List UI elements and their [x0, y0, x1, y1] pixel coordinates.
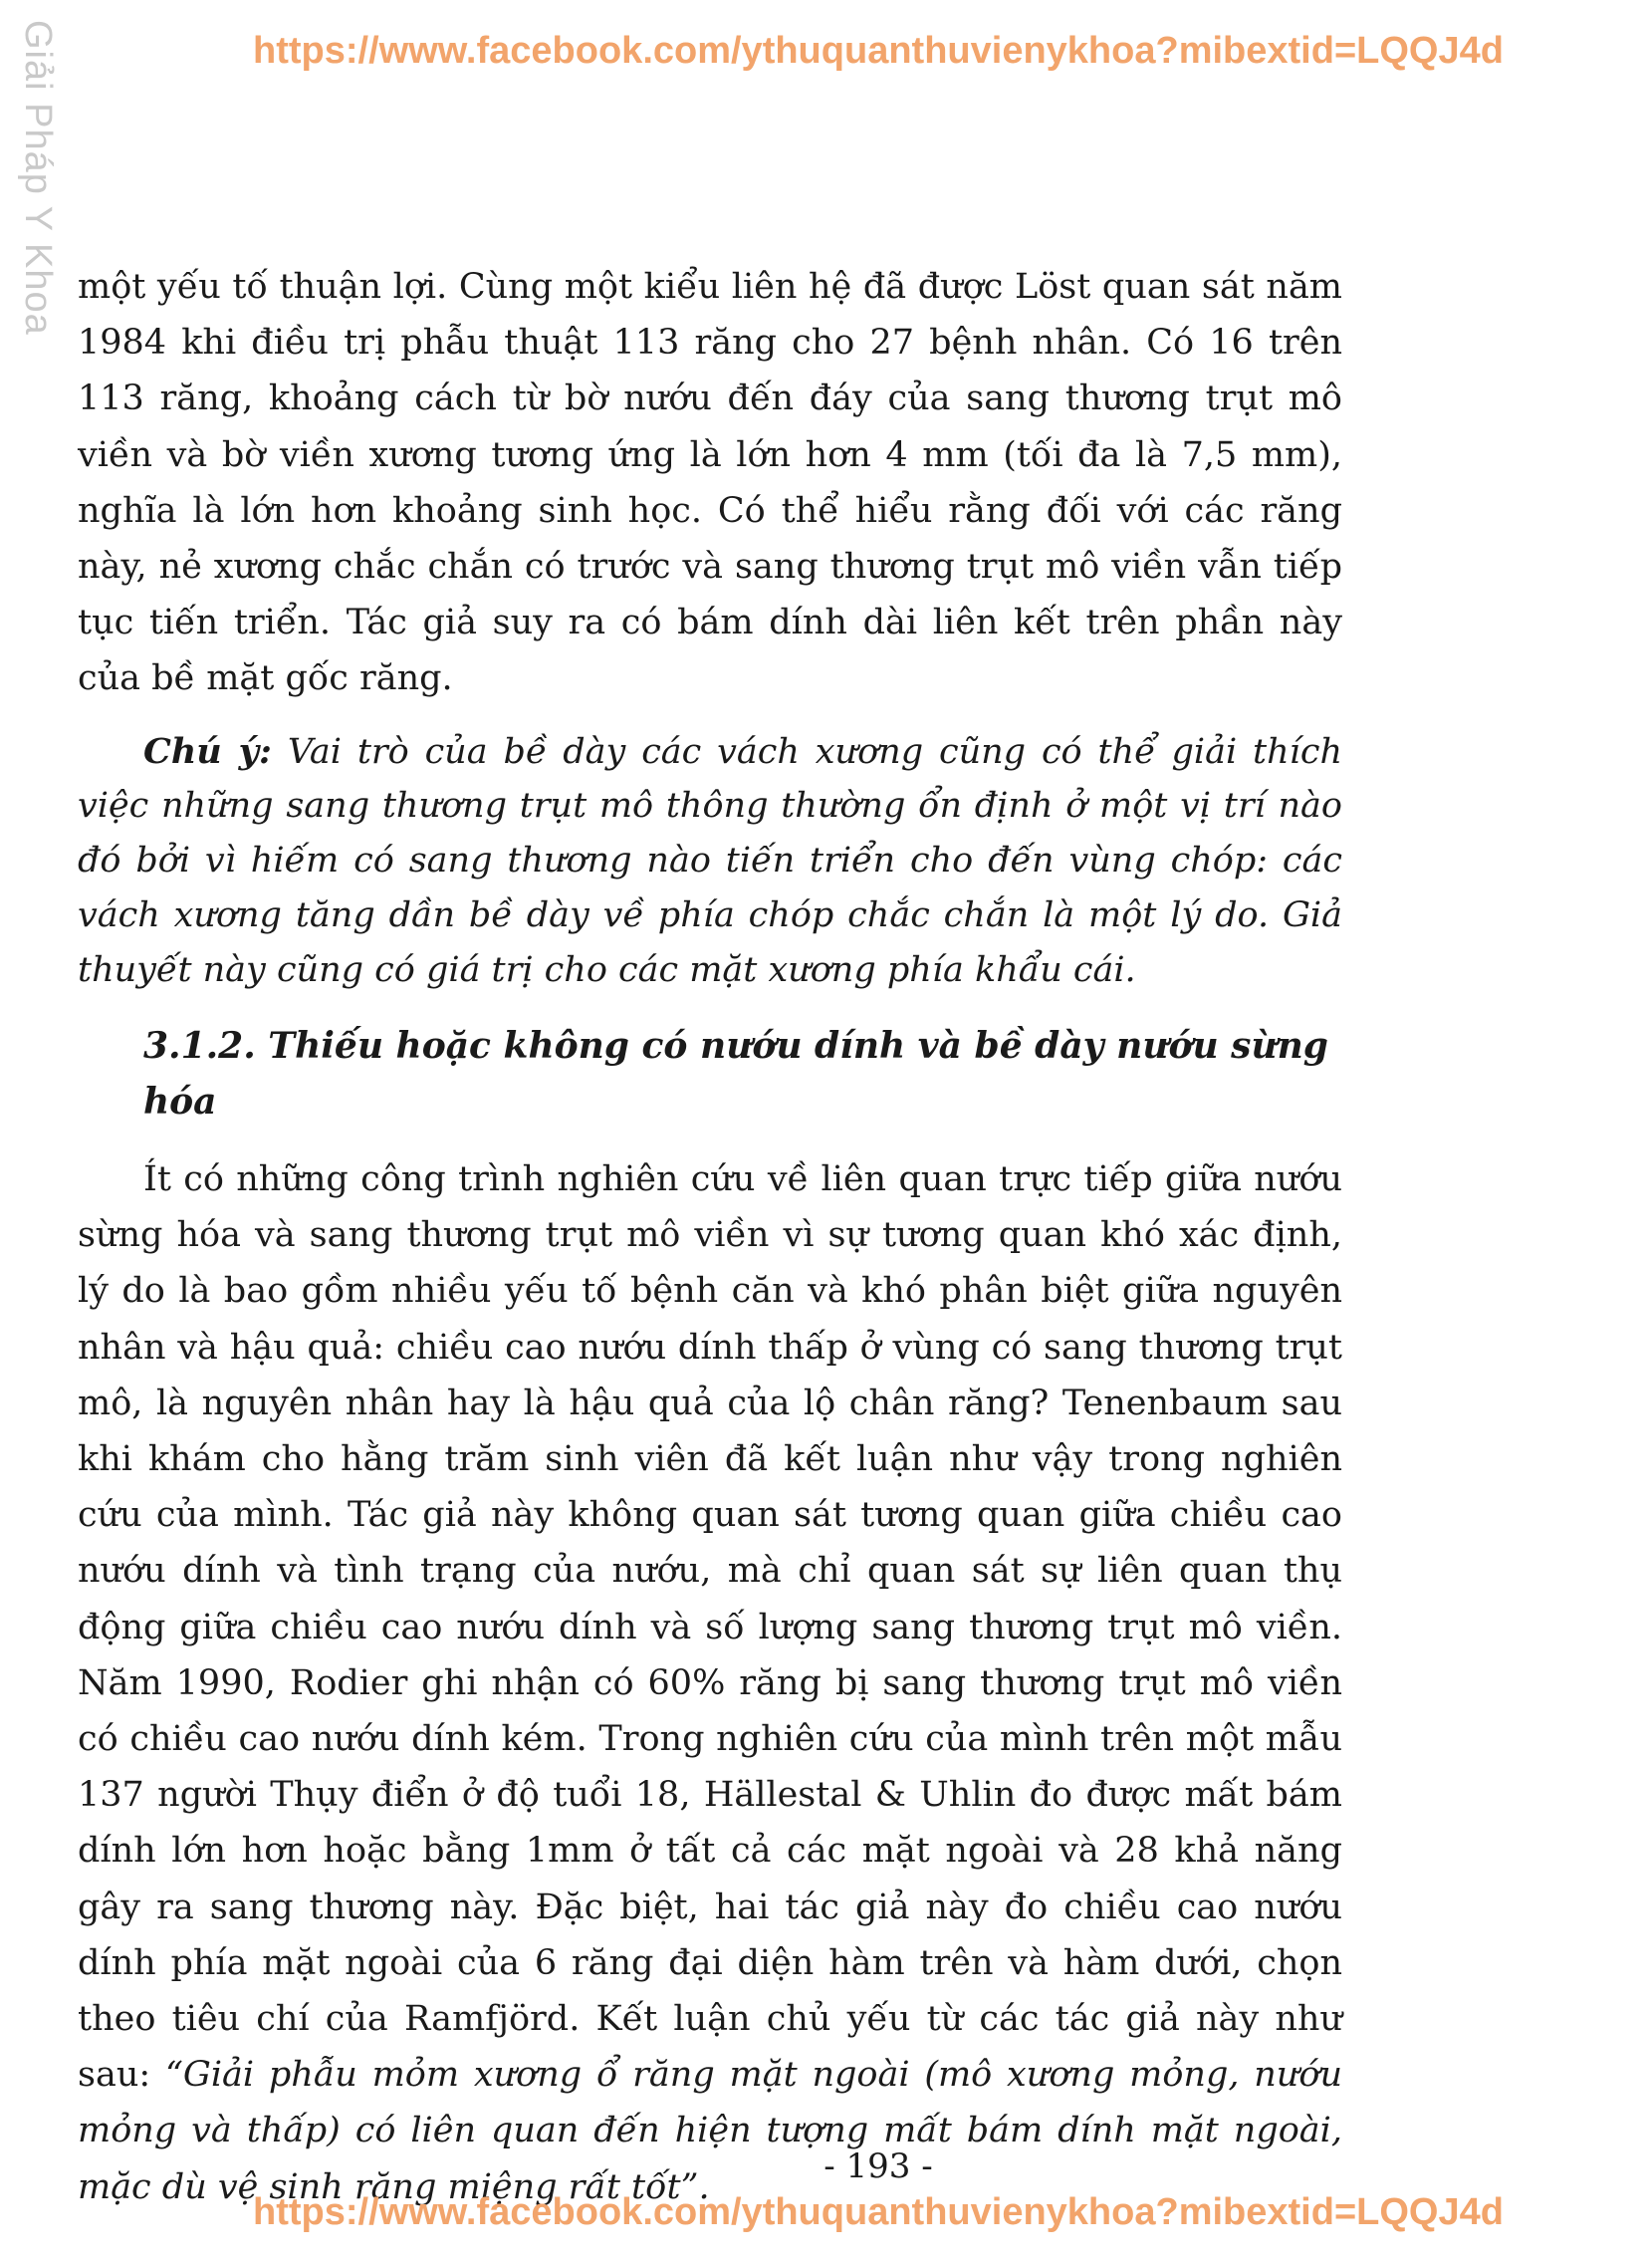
page-content — [78, 259, 1342, 2215]
side-watermark-text: Giải Pháp Y Khoa — [17, 20, 59, 336]
section-heading: 3.1.2. Thiếu hoặc không có nướu dính và bề dày nướu sừng hóa — [143, 1024, 1328, 1123]
note-text: Vai trò của bề dày các vách xương cũng có thể giải thích việc những sang thương trụt mô thông thường ổn định ở một vị trí nào đó bởi vì hiếm có sang thương nào tiến triển cho đến vùng chóp: các vách xương tăng dần bề dày về phía chóp chắc chắn là một lý do. Giả thuyết này cũng có giá trị cho các mặt xương phía khẩu cái. — [78, 731, 1342, 990]
body-paragraph-main: Ít có những công trình nghiên cứu về liên quan trực tiếp giữa nướu sừng hóa và sang thương trụt mô viền vì sự tương quan khó xác định, lý do là bao gồm nhiều yếu tố bệnh căn và khó phân biệt giữa nguyên nhân và hậu quả: chiều cao nướu dính thấp ở vùng có sang thương trụt mô, là nguyên nhân hay là hậu quả của lộ chân răng? Tenenbaum sau khi khám cho hằng trăm sinh viên đã kết luận như vậy trong nghiên cứu của mình. Tác giả này không quan sát tương quan giữa chiều cao nướu dính và tình trạng của nướu, mà chỉ quan sát sự liên quan thụ động giữa chiều cao nướu dính và số lượng sang thương trụt mô viền. Năm 1990, Rodier ghi nhận có 60% răng bị sang thương trụt mô viền có chiều cao nướu dính kém. Trong nghiên cứu của mình trên một mẫu 137 người Thụy điển ở độ tuổi 18, Hällestal & Uhlin đo được mất bám dính lớn hơn hoặc bằng 1mm ở tất cả các mặt ngoài và 28 khả năng gây ra sang thương này. Đặc biệt, hai tác giả này đo chiều cao nướu dính phía mặt ngoài của 6 răng đại diện hàm trên và hàm dưới, chọn theo tiêu chí của Ramfjörd. Kết luận chủ yếu từ các tác giả này như sau: — [78, 1159, 1342, 2096]
body-paragraph — [78, 1151, 1342, 2215]
note-paragraph — [78, 725, 1342, 998]
note-label: Chú ý: — [143, 730, 272, 772]
page-number: - 193 - — [824, 2146, 933, 2186]
paragraph-continued: một yếu tố thuận lợi. Cùng một kiểu liên hệ đã được Löst quan sát năm 1984 khi điều trị phẫu thuật 113 răng cho 27 bệnh nhân. Có 16 trên 113 răng, khoảng cách từ bờ nướu đến đáy của sang thương trụt mô viền và bờ viền xương tương ứng là lớn hơn 4 mm (tối đa là 7,5 mm), nghĩa là lớn hơn khoảng sinh học. Có thể hiểu rằng đối với các răng này, nẻ xương chắc chắn có trước và sang thương trụt mô viền vẫn tiếp tục tiến triển. Tác giả suy ra có bám dính dài liên kết trên phần này của bề mặt gốc răng. — [78, 267, 1342, 699]
facebook-link-bottom[interactable]: https://www.facebook.com/ythuquanthuvienykhoa?mibextid=LQQJ4d — [253, 2191, 1504, 2233]
body-paragraph-quote: “Giải phẫu mỏm xương ổ răng mặt ngoài (mô xương mỏng, nướu mỏng và thấp) có liên quan đến hiện tượng mất bám dính mặt ngoài, mặc dù vệ sinh răng miệng rất tốt”. — [78, 2055, 1342, 2207]
facebook-link-top[interactable]: https://www.facebook.com/ythuquanthuvienykhoa?mibextid=LQQJ4d — [253, 30, 1504, 72]
